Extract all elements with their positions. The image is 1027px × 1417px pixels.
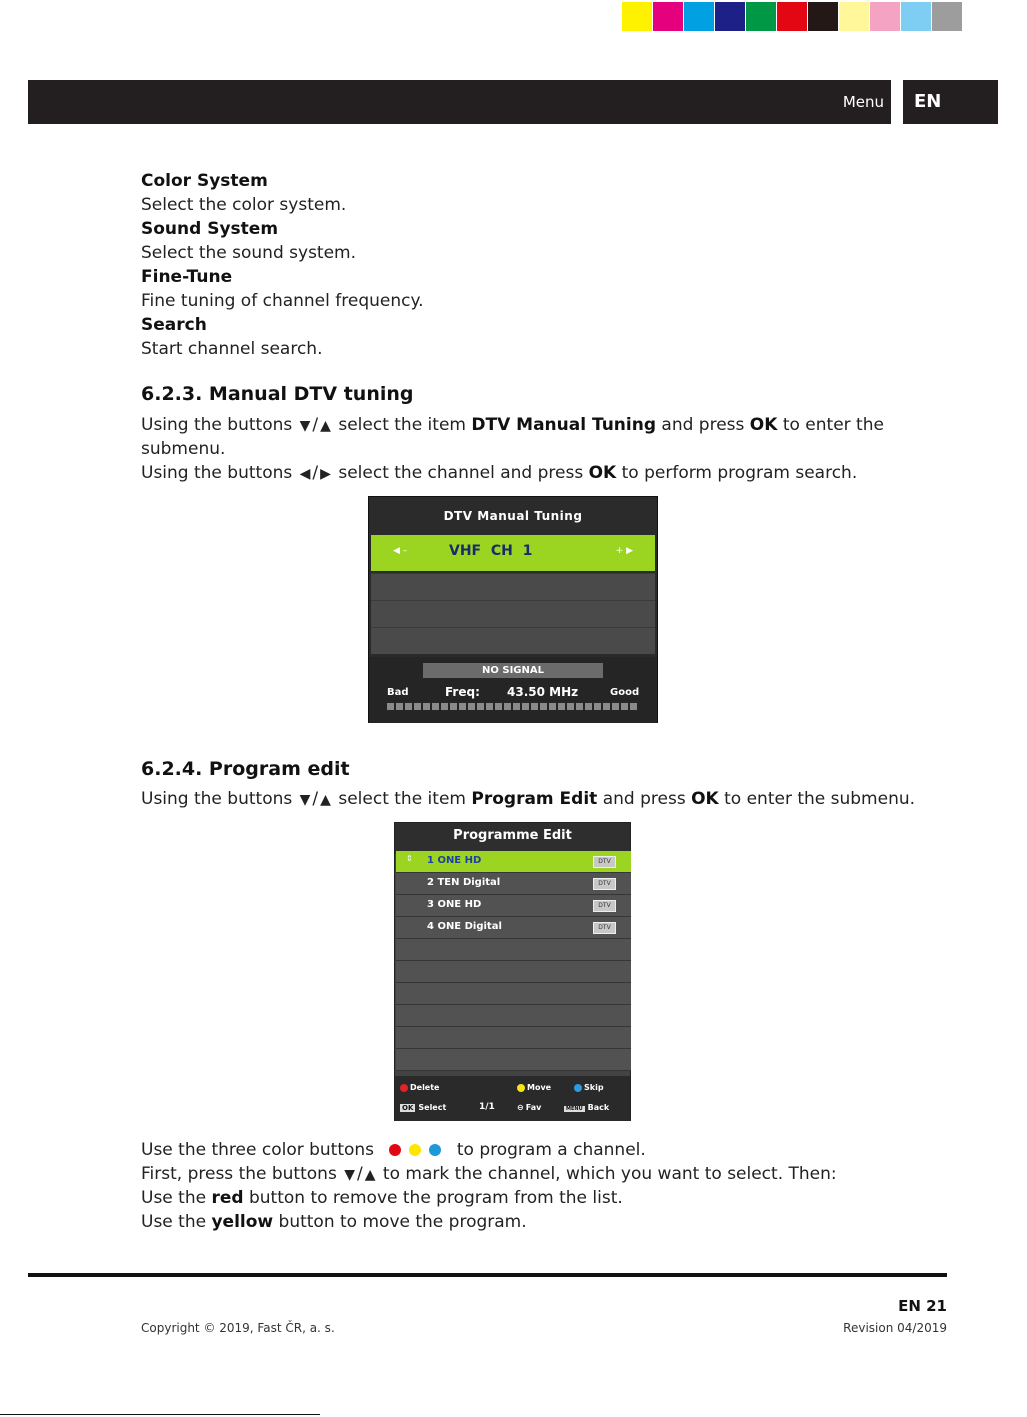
hint-label: Back bbox=[587, 1103, 610, 1112]
dtv-tag: DTV bbox=[593, 856, 616, 868]
ok-key: OK bbox=[691, 789, 719, 809]
meter-block bbox=[495, 703, 502, 710]
dtv-tag: DTV bbox=[593, 878, 616, 890]
color-swatch bbox=[715, 2, 745, 31]
signal-good-label: Good bbox=[610, 687, 640, 698]
copyright: Copyright © 2019, Fast ČR, a. s. bbox=[141, 1321, 335, 1335]
channel-row bbox=[396, 851, 631, 873]
color-swatch bbox=[777, 2, 807, 31]
section-label: Menu bbox=[842, 93, 884, 111]
empty-row bbox=[396, 1027, 631, 1049]
yellow-button-icon bbox=[409, 1144, 421, 1156]
color-calibration-bar bbox=[622, 2, 962, 31]
meter-block bbox=[540, 703, 547, 710]
move-hint bbox=[517, 1083, 551, 1092]
red-dot-icon bbox=[400, 1084, 408, 1092]
language-badge bbox=[903, 80, 998, 124]
meter-block bbox=[522, 703, 529, 710]
channel-value: VHF CH 1 bbox=[449, 543, 533, 559]
text: Use the three color buttons bbox=[141, 1140, 375, 1160]
down-arrow-icon: ▼ bbox=[299, 792, 311, 808]
channel-name: 4 ONE Digital bbox=[427, 921, 502, 932]
hint-label: Fav bbox=[525, 1103, 542, 1112]
programme-edit-screen bbox=[394, 822, 631, 1121]
text: Use the bbox=[141, 1212, 207, 1232]
mark-channel-line: First, press the buttons ▼ / ▲ to mark the channel, which you want to select. Then: bbox=[141, 1164, 837, 1184]
right-arrow-icon: ▶ bbox=[320, 466, 331, 482]
signal-panel bbox=[369, 657, 657, 723]
meter-block bbox=[630, 703, 637, 710]
back-hint bbox=[564, 1103, 609, 1112]
left-arrow-icon: ◀ – bbox=[393, 546, 408, 556]
freq-label: Freq: bbox=[445, 685, 480, 699]
text: Use the bbox=[141, 1188, 207, 1208]
empty-row bbox=[396, 1005, 631, 1027]
text: and press bbox=[602, 789, 686, 809]
yellow-button-line bbox=[141, 1212, 527, 1232]
meter-block bbox=[621, 703, 628, 710]
text: and press bbox=[661, 415, 745, 435]
dtv-instruction-1: Using the buttons ▼ / ▲ select the item DTV Manual Tuning and press OK to enter the bbox=[141, 415, 884, 435]
down-arrow-icon: ▼ bbox=[299, 418, 311, 434]
program-edit-instruction: Using the buttons ▼ / ▲ select the item Program Edit and press OK to enter the submenu. bbox=[141, 789, 916, 809]
meter-block bbox=[396, 703, 403, 710]
page-indicator: 1/1 bbox=[479, 1102, 495, 1112]
language-label: EN bbox=[914, 91, 942, 112]
meter-block bbox=[612, 703, 619, 710]
meter-block bbox=[387, 703, 394, 710]
meter-block bbox=[459, 703, 466, 710]
text: Using the buttons bbox=[141, 415, 293, 435]
color-swatch bbox=[746, 2, 776, 31]
color-swatch bbox=[901, 2, 931, 31]
signal-status: NO SIGNAL bbox=[423, 663, 603, 678]
channel-name: 2 TEN Digital bbox=[427, 877, 501, 888]
hint-label: Skip bbox=[584, 1083, 604, 1092]
meter-block bbox=[603, 703, 610, 710]
header-bar bbox=[28, 80, 891, 124]
meter-block bbox=[486, 703, 493, 710]
ok-key: OK bbox=[749, 415, 778, 435]
meter-block bbox=[549, 703, 556, 710]
dtv-manual-tuning-screen bbox=[368, 496, 658, 723]
freq-value: 43.50 MHz bbox=[507, 685, 579, 699]
meter-block bbox=[450, 703, 457, 710]
meter-block bbox=[558, 703, 565, 710]
meter-block bbox=[513, 703, 520, 710]
meter-block bbox=[504, 703, 511, 710]
page-number: EN 21 bbox=[898, 1297, 947, 1315]
hint-label: Select bbox=[418, 1103, 447, 1112]
color-swatch bbox=[839, 2, 869, 31]
item-title-sound-system: Sound System bbox=[141, 219, 279, 239]
meter-block bbox=[405, 703, 412, 710]
dtv-instruction-2: submenu. bbox=[141, 439, 226, 459]
channel-selector bbox=[371, 535, 655, 571]
empty-row bbox=[396, 961, 631, 983]
empty-row bbox=[396, 1049, 631, 1071]
blue-button-icon bbox=[429, 1144, 441, 1156]
screen-footer bbox=[395, 1076, 630, 1121]
meter-block bbox=[441, 703, 448, 710]
skip-hint bbox=[574, 1083, 604, 1092]
meter-block bbox=[585, 703, 592, 710]
text: button to remove the program from the list. bbox=[248, 1188, 623, 1208]
text: select the item bbox=[338, 415, 466, 435]
yellow-keyword: yellow bbox=[211, 1212, 274, 1232]
left-arrow-icon: ◀ bbox=[299, 466, 311, 482]
empty-row bbox=[396, 939, 631, 961]
blue-dot-icon bbox=[574, 1084, 582, 1092]
color-swatch bbox=[808, 2, 838, 31]
text: to mark the channel, which you want to select. Then: bbox=[382, 1164, 837, 1184]
item-title-color-system: Color System bbox=[141, 171, 268, 191]
updown-icon: ⇕ bbox=[406, 854, 413, 863]
text: First, press the buttons bbox=[141, 1164, 337, 1184]
meter-block bbox=[594, 703, 601, 710]
meter-block bbox=[414, 703, 421, 710]
channel-name: 3 ONE HD bbox=[427, 899, 482, 910]
red-button-line bbox=[141, 1188, 623, 1208]
item-desc-search: Start channel search. bbox=[141, 339, 323, 359]
dtv-tag: DTV bbox=[593, 900, 616, 912]
signal-bad-label: Bad bbox=[387, 687, 409, 698]
red-keyword: red bbox=[211, 1188, 244, 1208]
footer-rule bbox=[28, 1273, 947, 1277]
screen-title: DTV Manual Tuning bbox=[443, 509, 583, 523]
item-desc-fine-tune: Fine tuning of channel frequency. bbox=[141, 291, 424, 311]
meter-block bbox=[576, 703, 583, 710]
text: Using the buttons bbox=[141, 463, 293, 483]
ok-key: OK bbox=[588, 463, 617, 483]
item-title-fine-tune: Fine-Tune bbox=[141, 267, 233, 287]
meter-block bbox=[432, 703, 439, 710]
text: to enter the submenu. bbox=[724, 789, 916, 809]
text: to perform program search. bbox=[621, 463, 858, 483]
color-swatch bbox=[870, 2, 900, 31]
color-swatch bbox=[684, 2, 714, 31]
channel-name: 1 ONE HD bbox=[427, 855, 482, 866]
fav-key-icon: ⊖ bbox=[517, 1103, 524, 1112]
section-heading-dtv: 6.2.3. Manual DTV tuning bbox=[141, 383, 414, 405]
red-button-icon bbox=[389, 1144, 401, 1156]
meter-block bbox=[531, 703, 538, 710]
meter-block bbox=[423, 703, 430, 710]
dtv-tag: DTV bbox=[593, 922, 616, 934]
item-desc-color-system: Select the color system. bbox=[141, 195, 347, 215]
hint-label: Delete bbox=[410, 1083, 440, 1092]
revision: Revision 04/2019 bbox=[843, 1321, 947, 1335]
text: button to move the program. bbox=[278, 1212, 527, 1232]
delete-hint bbox=[400, 1083, 439, 1092]
text: to enter the bbox=[782, 415, 884, 435]
up-arrow-icon: ▲ bbox=[364, 1167, 376, 1183]
signal-meter bbox=[387, 703, 637, 710]
empty-row bbox=[371, 627, 655, 654]
empty-row bbox=[396, 983, 631, 1005]
dtv-instruction-3: Using the buttons ◀ / ▶ select the channel and press OK to perform program search. bbox=[141, 463, 858, 483]
color-swatch bbox=[622, 2, 652, 31]
up-arrow-icon: ▲ bbox=[320, 792, 331, 808]
menu-item-name: DTV Manual Tuning bbox=[471, 415, 657, 435]
select-hint bbox=[400, 1103, 446, 1112]
empty-row bbox=[371, 573, 655, 600]
ok-key-icon: OK bbox=[402, 1104, 414, 1112]
text: Using the buttons bbox=[141, 789, 293, 809]
screen-title: Programme Edit bbox=[395, 823, 630, 854]
down-arrow-icon: ▼ bbox=[344, 1167, 355, 1183]
menu-key-icon: MENU bbox=[566, 1106, 583, 1112]
menu-item-name: Program Edit bbox=[471, 789, 598, 809]
meter-block bbox=[477, 703, 484, 710]
color-swatch bbox=[653, 2, 683, 31]
fav-hint bbox=[517, 1103, 541, 1112]
channel-row bbox=[396, 895, 631, 917]
up-arrow-icon: ▲ bbox=[320, 418, 331, 434]
text: to program a channel. bbox=[456, 1140, 646, 1160]
text: select the channel and press bbox=[338, 463, 584, 483]
channel-row bbox=[396, 873, 631, 895]
item-title-search: Search bbox=[141, 315, 207, 335]
bottom-rule bbox=[0, 1414, 320, 1415]
yellow-dot-icon bbox=[517, 1084, 525, 1092]
color-swatch bbox=[932, 2, 962, 31]
meter-block bbox=[468, 703, 475, 710]
hint-label: Move bbox=[527, 1083, 552, 1092]
empty-row bbox=[371, 600, 655, 627]
meter-block bbox=[567, 703, 574, 710]
item-desc-sound-system: Select the sound system. bbox=[141, 243, 357, 263]
text: select the item bbox=[338, 789, 466, 809]
channel-row bbox=[396, 917, 631, 939]
color-buttons-line bbox=[141, 1140, 646, 1160]
section-heading-program-edit: 6.2.4. Program edit bbox=[141, 758, 350, 780]
right-arrow-icon: + ▶ bbox=[615, 546, 633, 556]
